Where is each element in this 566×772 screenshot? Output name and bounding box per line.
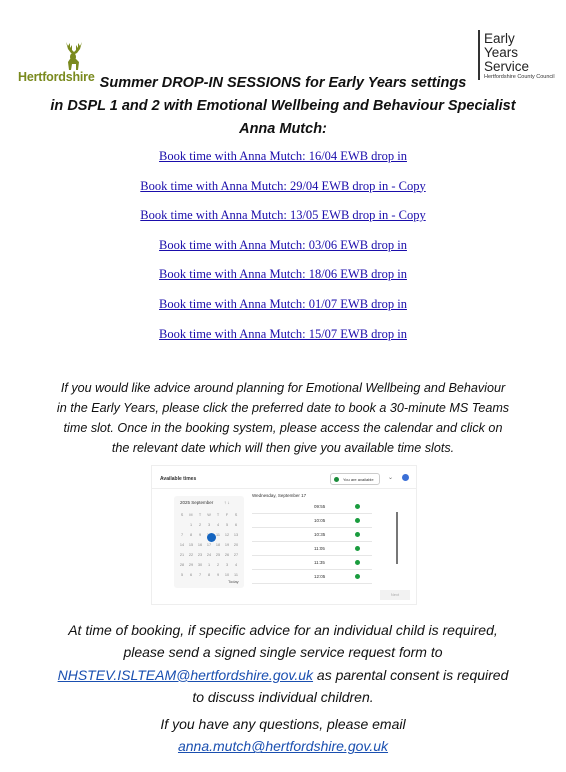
available-check-icon — [355, 574, 360, 579]
available-check-icon — [355, 532, 360, 537]
weekday: S — [180, 513, 184, 517]
logo-line-early: Early — [484, 31, 515, 46]
time-slot[interactable] — [252, 572, 372, 584]
calendar-day[interactable]: 29 — [188, 563, 194, 567]
calendar-day[interactable]: 19 — [224, 543, 230, 547]
calendar-day[interactable]: 15 — [188, 543, 194, 547]
calendar-day[interactable]: 3 — [207, 523, 211, 527]
calendar-day[interactable]: 24 — [206, 553, 212, 557]
instructions-paragraph — [30, 378, 536, 458]
logo-subtext: Hertfordshire County Council — [484, 74, 555, 80]
available-check-icon — [355, 546, 360, 551]
time-slot[interactable] — [252, 530, 372, 542]
calendar-day[interactable]: 9 — [198, 533, 202, 537]
booking-link-29-04[interactable]: Book time with Anna Mutch: 29/04 EWB drop in - Copy — [140, 178, 426, 193]
calendar-day[interactable]: 17 — [206, 543, 212, 547]
calendar-day[interactable]: 12 — [224, 533, 230, 537]
calendar-day[interactable]: 5 — [180, 573, 184, 577]
logo-line-years: Years — [484, 45, 519, 60]
calendar-grid — [178, 510, 240, 580]
calendar-weekday-row — [178, 510, 240, 520]
calendar-week-row — [178, 550, 240, 560]
calendar-day[interactable]: 6 — [234, 523, 238, 527]
consent-line-1: At time of booking, if specific advice for an individual child is required, — [68, 622, 498, 638]
availability-status — [330, 473, 380, 485]
calendar-week-row — [178, 520, 240, 530]
calendar-day[interactable]: 25 — [215, 553, 221, 557]
page-title — [0, 72, 566, 141]
booking-link-03-06[interactable]: Book time with Anna Mutch: 03/06 EWB drop in — [159, 237, 407, 252]
available-check-icon — [355, 504, 360, 509]
calendar-day[interactable]: 16 — [197, 543, 203, 547]
booking-link-15-07[interactable]: Book time with Anna Mutch: 15/07 EWB drop in — [159, 326, 407, 341]
calendar-day[interactable]: 14 — [179, 543, 185, 547]
calendar-day[interactable]: 10 — [224, 573, 230, 577]
consent-line-4: to discuss individual children. — [192, 689, 374, 706]
instructions-line-1: If you would like advice around planning for Emotional Wellbeing and Behaviour — [60, 381, 506, 395]
calendar-day[interactable]: 18 — [215, 543, 221, 547]
calendar-nav-icon: ↑ ↓ — [224, 500, 230, 505]
consent-line-2: please send a signed single service request form to — [123, 644, 443, 661]
calendar-day[interactable]: 8 — [189, 533, 193, 537]
calendar-day[interactable]: 13 — [233, 533, 239, 537]
status-dot-icon — [334, 477, 339, 482]
calendar-day[interactable]: 11 — [216, 533, 220, 537]
time-slot-label: 10:35 — [314, 532, 326, 537]
time-slot-label: 09:55 — [314, 504, 326, 509]
contact-section — [20, 713, 546, 758]
today-button[interactable]: Today — [228, 579, 239, 584]
logo-line-service: Service — [484, 59, 530, 74]
calendar-day[interactable]: 7 — [198, 573, 202, 577]
title-line-2: in DSPL 1 and 2 with Emotional Wellbeing and Behaviour Specialist — [50, 98, 516, 114]
calendar-day[interactable]: 2 — [198, 523, 202, 527]
calendar-day[interactable]: 4 — [234, 563, 238, 567]
booking-link-13-05[interactable]: Book time with Anna Mutch: 13/05 EWB drop in - Copy — [140, 208, 426, 223]
weekday: F — [225, 513, 229, 517]
instructions-line-3: time slot. Once in the booking system, please access the calendar and click on — [63, 421, 503, 435]
calendar-day[interactable]: 8 — [207, 573, 211, 577]
title-line-3: Anna Mutch: — [239, 121, 327, 137]
calendar-day[interactable] — [178, 520, 186, 530]
booking-links — [0, 148, 566, 355]
booking-screenshot — [152, 466, 416, 604]
weekday: T — [216, 513, 220, 517]
instructions-line-2: in the Early Years, please click the preferred date to book a 30-minute MS Teams — [56, 401, 510, 415]
calendar-day[interactable]: 28 — [179, 563, 185, 567]
calendar-weeks — [178, 520, 240, 580]
time-slot-label: 10:05 — [314, 518, 326, 523]
booking-link-01-07[interactable]: Book time with Anna Mutch: 01/07 EWB drop in — [159, 296, 407, 311]
time-slot[interactable] — [252, 516, 372, 528]
title-line-1: Summer DROP-IN SESSIONS for Early Years settings — [99, 75, 467, 91]
team-email-link[interactable]: NHSTEV.ISLTEAM@hertfordshire.gov.uk — [57, 666, 314, 683]
available-check-icon — [355, 518, 360, 523]
time-slot[interactable] — [252, 558, 372, 570]
calendar-day[interactable]: 4 — [216, 523, 220, 527]
next-button[interactable]: Next — [380, 590, 410, 600]
day-heading: Wednesday, September 17 — [252, 493, 307, 498]
hertfordshire-wordmark: Hertfordshire — [18, 70, 95, 84]
time-slot-label: 12:05 — [314, 574, 326, 579]
calendar-day[interactable]: 5 — [225, 523, 229, 527]
time-slot-label: 11:05 — [314, 546, 325, 551]
calendar-day[interactable]: 30 — [197, 563, 203, 567]
calendar-day[interactable]: 9 — [216, 573, 220, 577]
avatar — [402, 474, 409, 481]
calendar-day[interactable]: 7 — [180, 533, 184, 537]
calendar-day[interactable]: 23 — [197, 553, 203, 557]
selected-date-marker — [207, 533, 216, 542]
calendar-day[interactable]: 6 — [189, 573, 193, 577]
availability-status-label: You are available — [343, 477, 374, 482]
screenshot-header — [152, 466, 416, 489]
weekday: M — [189, 513, 193, 517]
consent-line-3 — [20, 664, 546, 686]
time-slot-label: 11:35 — [314, 560, 325, 565]
time-slot[interactable] — [252, 502, 372, 514]
chevron-down-icon: ⌄ — [388, 475, 394, 481]
calendar-day[interactable]: 21 — [179, 553, 185, 557]
consent-paragraph — [20, 619, 546, 709]
available-times-label: Available times — [160, 476, 197, 482]
weekday: T — [198, 513, 202, 517]
instructions-line-4: the relevant date which will then give you available time slots. — [111, 441, 455, 455]
stag-icon — [58, 40, 88, 72]
calendar-day[interactable]: 20 — [233, 543, 239, 547]
calendar-day[interactable]: 3 — [225, 563, 229, 567]
calendar-panel — [174, 496, 244, 588]
consent-line-3-text: as parental consent is required — [313, 666, 509, 683]
available-check-icon — [355, 560, 360, 565]
calendar-day[interactable]: 27 — [233, 553, 239, 557]
calendar-day[interactable]: 1 — [207, 563, 211, 567]
calendar-month: 2025 September — [180, 500, 214, 505]
calendar-day[interactable]: 11 — [234, 573, 238, 577]
weekday: S — [234, 513, 238, 517]
contact-line: If you have any questions, please email — [160, 716, 406, 732]
time-slot[interactable] — [252, 544, 372, 556]
contact-email-link[interactable]: anna.mutch@hertfordshire.gov.uk — [177, 738, 389, 755]
scrollbar[interactable] — [396, 512, 398, 564]
calendar-day[interactable]: 22 — [188, 553, 194, 557]
calendar-day[interactable]: 2 — [216, 563, 220, 567]
booking-link-16-04[interactable]: Book time with Anna Mutch: 16/04 EWB drop in — [159, 149, 407, 163]
weekday: W — [207, 513, 211, 517]
calendar-week-row — [178, 560, 240, 570]
booking-link-18-06[interactable]: Book time with Anna Mutch: 18/06 EWB drop in — [159, 267, 407, 282]
calendar-day[interactable]: 1 — [189, 523, 193, 527]
calendar-day[interactable]: 26 — [224, 553, 230, 557]
